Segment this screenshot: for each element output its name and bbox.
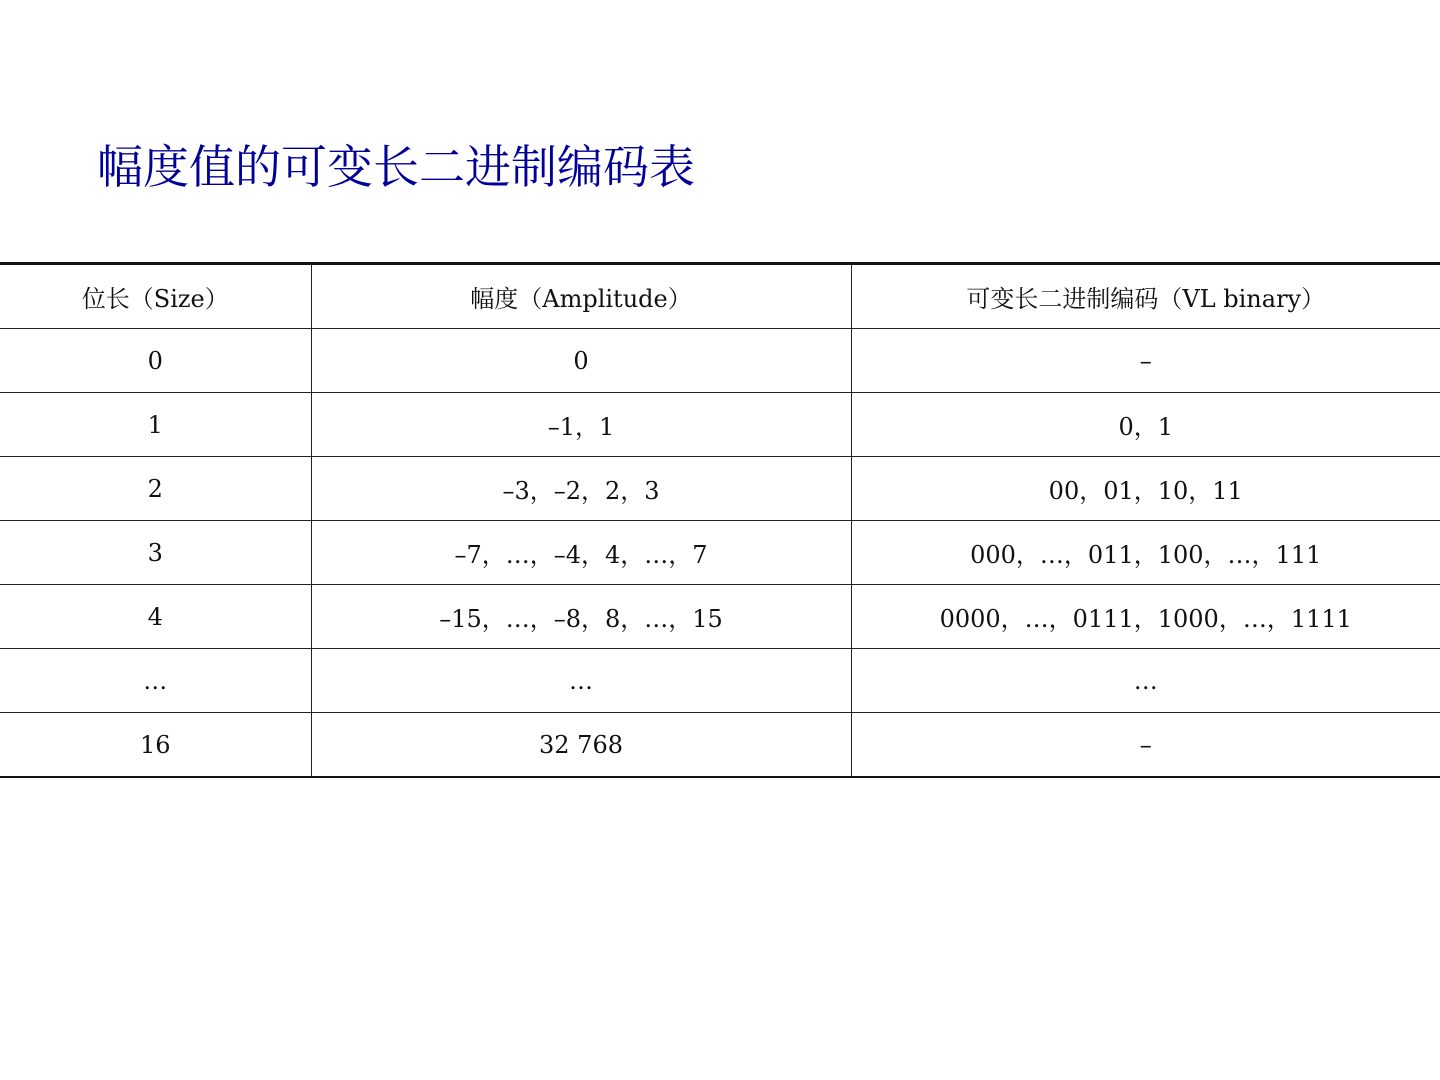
cell-amplitude: –1，1 (311, 393, 851, 457)
cell-size: 16 (0, 713, 311, 778)
cell-amplitude: –3，–2，2，3 (311, 457, 851, 521)
cell-size: 4 (0, 585, 311, 649)
header-vl-binary: 可变长二进制编码（VL binary） (851, 264, 1440, 329)
table-header-row (0, 264, 1440, 329)
cell-size: … (0, 649, 311, 713)
table-row (0, 649, 1440, 713)
cell-amplitude: … (311, 649, 851, 713)
cell-vl-binary: 000，…，011，100，…，111 (851, 521, 1440, 585)
table-row (0, 585, 1440, 649)
cell-vl-binary: 00，01，10，11 (851, 457, 1440, 521)
header-amplitude: 幅度（Amplitude） (311, 264, 851, 329)
table-row (0, 521, 1440, 585)
cell-vl-binary: – (851, 713, 1440, 778)
page-title: 幅度值的可变长二进制编码表 (97, 140, 695, 194)
cell-amplitude: 32 768 (311, 713, 851, 778)
table-container (0, 262, 1440, 778)
table-row (0, 329, 1440, 393)
cell-vl-binary: 0000，…，0111，1000，…，1111 (851, 585, 1440, 649)
table-row (0, 713, 1440, 778)
cell-amplitude: –15，…，–8，8，…，15 (311, 585, 851, 649)
cell-size: 3 (0, 521, 311, 585)
table-row (0, 457, 1440, 521)
cell-size: 0 (0, 329, 311, 393)
cell-vl-binary: – (851, 329, 1440, 393)
cell-size: 1 (0, 393, 311, 457)
table-row (0, 393, 1440, 457)
cell-vl-binary: 0，1 (851, 393, 1440, 457)
cell-size: 2 (0, 457, 311, 521)
cell-vl-binary: … (851, 649, 1440, 713)
cell-amplitude: 0 (311, 329, 851, 393)
vl-coding-table (0, 262, 1440, 778)
cell-amplitude: –7，…，–4，4，…，7 (311, 521, 851, 585)
header-size: 位长（Size） (0, 264, 311, 329)
